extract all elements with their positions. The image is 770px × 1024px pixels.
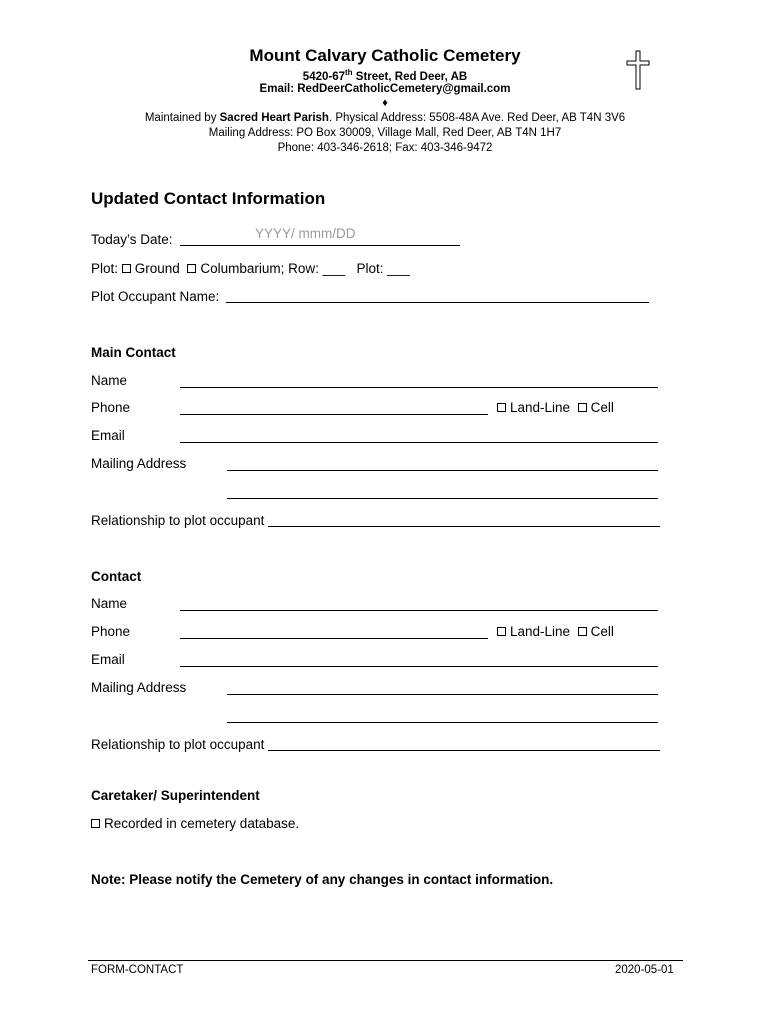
cemetery-email: Email: RedDeerCatholicCemetery@gmail.com — [259, 83, 511, 95]
caretaker-heading: Caretaker/ Superintendent — [91, 788, 260, 803]
main-mailing-field-2[interactable] — [227, 498, 658, 499]
cemetery-title: Mount Calvary Catholic Cemetery — [249, 46, 521, 65]
street-address: 5420-67th Street, Red Deer, AB — [302, 68, 468, 83]
note-text: Note: Please notify the Cemetery of any changes in contact information. — [91, 872, 554, 887]
plot-field[interactable]: ___ — [387, 261, 410, 276]
latin-cross-icon — [626, 50, 650, 90]
main-mailing-label: Mailing Address — [91, 456, 187, 471]
contact-name-field[interactable] — [180, 610, 658, 611]
footer-date: 2020-05-01 — [615, 964, 674, 976]
main-phone-field[interactable] — [180, 414, 488, 415]
columbarium-checkbox[interactable] — [187, 264, 196, 273]
diamond-icon: ♦ — [382, 97, 388, 109]
mailing-address: Mailing Address: PO Box 30009, Village Mall, Red Deer, AB T4N 1H7 — [208, 127, 562, 139]
plot-row: Plot: Ground Columbarium; Row: ___ Plot: ___ — [91, 261, 410, 276]
row-field[interactable]: ___ — [322, 261, 346, 276]
main-email-field[interactable] — [180, 442, 658, 443]
main-phone-label: Phone — [91, 400, 131, 415]
contact-email-label: Email — [91, 652, 125, 667]
footer-form-id: FORM-CONTACT — [91, 964, 184, 976]
contact-mailing-field-1[interactable] — [227, 694, 658, 695]
contact-email-field[interactable] — [180, 666, 658, 667]
date-placeholder: YYYY/ mmm/DD — [255, 226, 356, 241]
recorded-row: Recorded in cemetery database. — [91, 816, 299, 831]
contact-relationship-field[interactable] — [268, 750, 660, 751]
footer-divider — [88, 960, 683, 961]
recorded-checkbox[interactable] — [91, 819, 100, 828]
main-email-label: Email — [91, 428, 125, 443]
main-relationship-field[interactable] — [268, 526, 660, 527]
occupant-field[interactable] — [226, 302, 649, 303]
occupant-label: Plot Occupant Name: — [91, 289, 220, 304]
contact-cell-checkbox[interactable] — [578, 627, 587, 636]
contact-relationship-label: Relationship to plot occupant — [91, 737, 265, 752]
contact-name-label: Name — [91, 596, 128, 611]
contact-landline-checkbox[interactable] — [497, 627, 506, 636]
date-field[interactable] — [180, 245, 460, 246]
main-phone-type: Land-Line Cell — [497, 400, 614, 415]
contact-mailing-field-2[interactable] — [227, 722, 658, 723]
contact-heading: Contact — [91, 569, 142, 584]
date-label: Today’s Date: — [91, 232, 173, 247]
main-cell-checkbox[interactable] — [578, 403, 587, 412]
main-landline-checkbox[interactable] — [497, 403, 506, 412]
phone-fax: Phone: 403-346-2618; Fax: 403-346-9472 — [277, 142, 493, 154]
contact-mailing-label: Mailing Address — [91, 680, 187, 695]
maintained-by: Maintained by Sacred Heart Parish. Physical Address: 5508-48A Ave. Red Deer, AB T4N 3V6 — [144, 112, 626, 124]
main-name-field[interactable] — [180, 387, 658, 388]
ground-checkbox[interactable] — [122, 264, 131, 273]
main-contact-heading: Main Contact — [91, 345, 176, 360]
form-heading: Updated Contact Information — [91, 189, 326, 208]
contact-phone-type: Land-Line Cell — [497, 624, 614, 639]
contact-phone-label: Phone — [91, 624, 131, 639]
main-mailing-field-1[interactable] — [227, 470, 658, 471]
contact-phone-field[interactable] — [180, 638, 488, 639]
main-name-label: Name — [91, 373, 128, 388]
main-relationship-label: Relationship to plot occupant — [91, 513, 265, 528]
